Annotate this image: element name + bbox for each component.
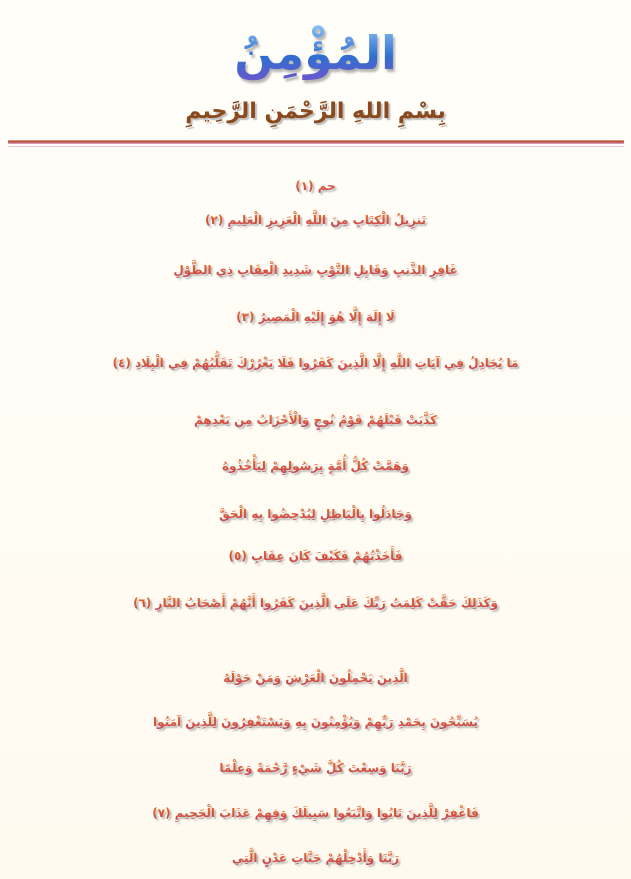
verse-line: وَكَذَلِكَ حَقَّتْ كَلِمَتُ رَبِّكَ عَلَى الَّذِينَ كَفَرُوا أَنَّهُمْ أَصْحَابُ النَّارِ (٦): [0, 583, 631, 623]
verse-line: مَا يُجَادِلُ فِي آيَاتِ اللَّهِ إِلَّا الَّذِينَ كَفَرُوا فَلَا يَغْرُرْكَ تَقَلُّبُهُمْ فِي الْبِلَادِ (٤): [0, 343, 631, 383]
divider-line-secondary: [8, 146, 624, 147]
surah-title: المُؤْمِنُ: [0, 18, 631, 88]
verse-line: يُسَبِّحُونَ بِحَمْدِ رَبِّهِمْ وَيُؤْمِنُونَ بِهِ وَيَسْتَغْفِرُونَ لِلَّذِينَ آمَنُوا: [0, 702, 631, 742]
verse-line: تَنزِيلُ الْكِتَابِ مِنَ اللَّهِ الْعَزِيزِ الْعَلِيمِ (٢): [0, 200, 631, 240]
verse-line: كَذَّبَتْ قَبْلَهُمْ قَوْمُ نُوحٍ وَالْأَحْزَابُ مِن بَعْدِهِمْ: [0, 400, 631, 440]
verse-line: رَبَّنَا وَسِعْتَ كُلَّ شَيْءٍ رَّحْمَةً وَعِلْمًا: [0, 748, 631, 788]
verse-line: الَّذِينَ يَحْمِلُونَ الْعَرْشَ وَمَنْ حَوْلَهُ: [0, 658, 631, 698]
divider-line: [8, 140, 624, 144]
verse-line: حم (١): [0, 166, 631, 206]
verse-line: غَافِرِ الذَّنبِ وَقَابِلِ التَّوْبِ شَدِيدِ الْعِقَابِ ذِي الطَّوْلِ: [0, 250, 631, 290]
verse-line: فَأَخَذْتُهُمْ فَكَيْفَ كَانَ عِقَابِ (٥): [0, 536, 631, 576]
verse-line: لَا إِلَهَ إِلَّا هُوَ إِلَيْهِ الْمَصِيرُ (٣): [0, 297, 631, 337]
verse-line: رَبَّنَا وَأَدْخِلْهُمْ جَنَّاتِ عَدْنٍ الَّتِي: [0, 838, 631, 878]
verse-line: وَهَمَّتْ كُلُّ أُمَّةٍ بِرَسُولِهِمْ لِيَأْخُذُوهُ: [0, 446, 631, 486]
verse-line: فَاغْفِرْ لِلَّذِينَ تَابُوا وَاتَّبَعُوا سَبِيلَكَ وَقِهِمْ عَذَابَ الْجَحِيمِ (٧): [0, 793, 631, 833]
basmala: بِسْمِ اللهِ الرَّحْمَنِ الرَّحِيمِ: [185, 99, 446, 124]
verse-line: وَجَادَلُوا بِالْبَاطِلِ لِيُدْحِضُوا بِهِ الْحَقَّ: [0, 494, 631, 534]
